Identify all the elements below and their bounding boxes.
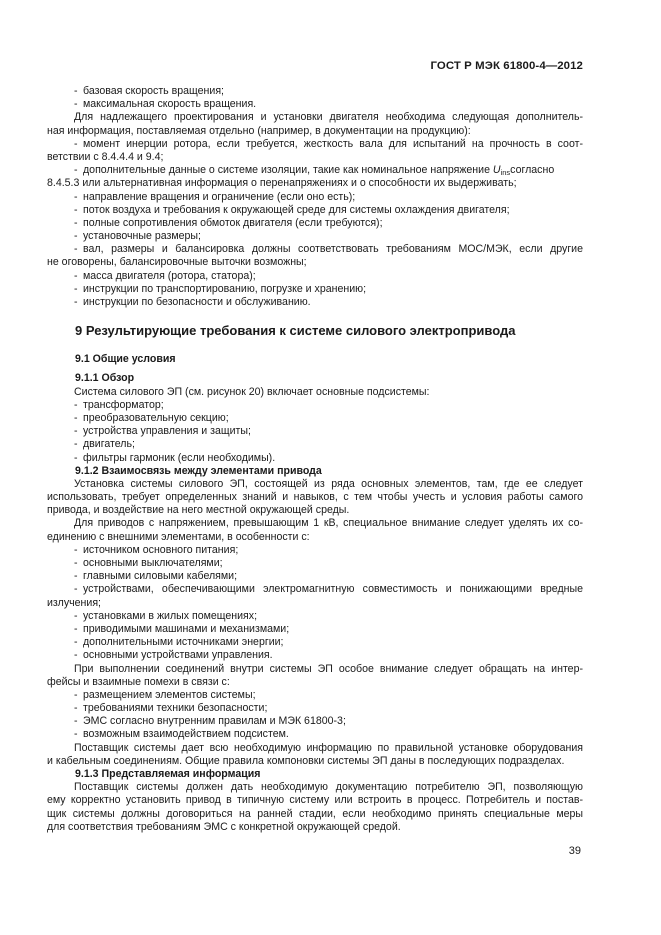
list-item: - базовая скорость вращения;: [74, 85, 224, 97]
paragraph-line: Система силового ЭП (см. рисунок 20) включает основные подсистемы:: [74, 385, 430, 398]
list-item: - основными устройствами управления.: [74, 649, 273, 662]
list-item: - размещением элементов системы;: [74, 688, 256, 701]
paragraph-line: ему корректно установить привод в типичную систему или встроить в процесс. Потребитель и постав-: [47, 794, 583, 807]
paragraph-line: Поставщик системы дает всю необходимую информацию по правильной установке оборудования: [74, 741, 583, 754]
subsection-heading: 9.1.2 Взаимосвязь между элементами привода: [75, 464, 322, 477]
list-item: - источником основного питания;: [74, 543, 239, 556]
list-item: - установками в жилых помещениях;: [74, 609, 258, 622]
list-item: - инструкции по безопасности и обслуживанию.: [74, 296, 311, 308]
list-item: - дополнительными источниками энергии;: [74, 636, 284, 649]
paragraph-line: Поставщик системы должен дать необходимую документацию потребителю ЭП, позволяющую: [74, 781, 583, 794]
list-item: - фильтры гармоник (если необходимы).: [74, 451, 276, 464]
subsection-heading: 9.1 Общие условия: [75, 353, 176, 366]
paragraph-line: для соответствия требованиям ЭМС с конкретной окружающей средой.: [47, 820, 401, 833]
paragraph-line: использовать, требует определенных знаний и навыков, с тем чтобы учесть и условия работы самого: [47, 491, 583, 504]
list-item: - двигатель;: [74, 438, 135, 451]
list-item: - масса двигателя (ротора, статора);: [74, 269, 256, 282]
list-item: - приводимыми машинами и механизмами;: [74, 622, 290, 635]
list-item: - вал, размеры и балансировка должны соответствовать требованиям МОС/МЭК, если другие: [74, 243, 583, 256]
list-item-continuation: излучения;: [47, 596, 101, 609]
list-item: - поток воздуха и требования к окружающей среде для системы охлаждения двигателя;: [74, 203, 510, 216]
paragraph-line: При выполнении соединений внутри системы ЭП особое внимание следует обращать на интер-: [74, 662, 583, 675]
paragraph-line: и кабельным соединениям. Общие правила компоновки системы ЭП даны в последующих подразделах.: [47, 754, 565, 767]
document-header-code: ГОСТ Р МЭК 61800-4—2012: [430, 60, 583, 72]
list-item: - устройствами, обеспечивающими электромагнитную совместимость и понижающими вредные: [74, 583, 583, 596]
page-number: 39: [568, 845, 581, 857]
list-item: - трансформатор;: [74, 398, 164, 411]
list-item: - ЭМС согласно внутренним правилам и МЭК 61800-3;: [74, 715, 346, 728]
list-item: - инструкции по транспортированию, погрузке и хранению;: [74, 282, 367, 295]
section-heading: 9 Результирующие требования к системе силового электропривода: [75, 323, 516, 339]
list-item: - направление вращения и ограничение (если оно есть);: [74, 190, 356, 203]
list-item: - преобразовательную секцию;: [74, 411, 229, 424]
page-body: [47, 85, 583, 834]
list-item: - полные сопротивления обмоток двигателя (если требуются);: [74, 216, 383, 229]
paragraph-line: Установка системы силового ЭП, состоящей из ряда основных элементов, там, где ее следует: [74, 477, 583, 490]
list-item: - дополнительные данные о системе изоляции, такие как номинальное напряжение $U_{ins}согласно$: [74, 164, 555, 178]
subsection-heading: 9.1.1 Обзор: [75, 372, 135, 385]
paragraph-line: фейсы и взаимные помехи в связи с:: [47, 675, 230, 688]
paragraph-line: единению с внешними элементами, в особенности с:: [47, 530, 310, 543]
list-item: - главными силовыми кабелями;: [74, 570, 238, 583]
list-item-continuation: не оговорены, балансировочные выточки возможны;: [47, 256, 307, 269]
paragraph-line: Для надлежащего проектирования и установки двигателя необходима следующая дополнитель-: [74, 111, 583, 124]
list-item-continuation: ветствии с 8.4.4.4 и 9.4;: [47, 150, 164, 163]
subsection-heading: 9.1.3 Представляемая информация: [75, 768, 261, 780]
list-item: - установочные размеры;: [74, 230, 201, 243]
paragraph-line: щик системы должны договориться на ранней стадии, если необходимо принять специальные меры: [47, 807, 583, 820]
list-item: - основными выключателями;: [74, 557, 223, 569]
list-item: - максимальная скорость вращения.: [74, 98, 257, 111]
list-item: - момент инерции ротора, если требуется, жесткость вала для испытаний на прочность в соот-: [74, 137, 583, 150]
list-item: - возможным взаимодействием подсистем.: [74, 728, 289, 741]
list-item: - требованиями техники безопасности;: [74, 702, 268, 715]
list-item-continuation: 8.4.5.3 или альтернативная информация о перенапряжениях и о способности их выдерживать;: [47, 177, 517, 190]
paragraph-line: привода, и воздействие на него местной окружающей среды.: [47, 504, 350, 517]
paragraph-line: Для приводов с напряжением, превышающим 1 кВ, специальное внимание следует уделять их со-: [74, 517, 583, 530]
paragraph-line: ная информация, поставляемая отдельно (например, в документации на продукцию):: [47, 124, 471, 137]
list-item: - устройства управления и защиты;: [74, 425, 251, 438]
